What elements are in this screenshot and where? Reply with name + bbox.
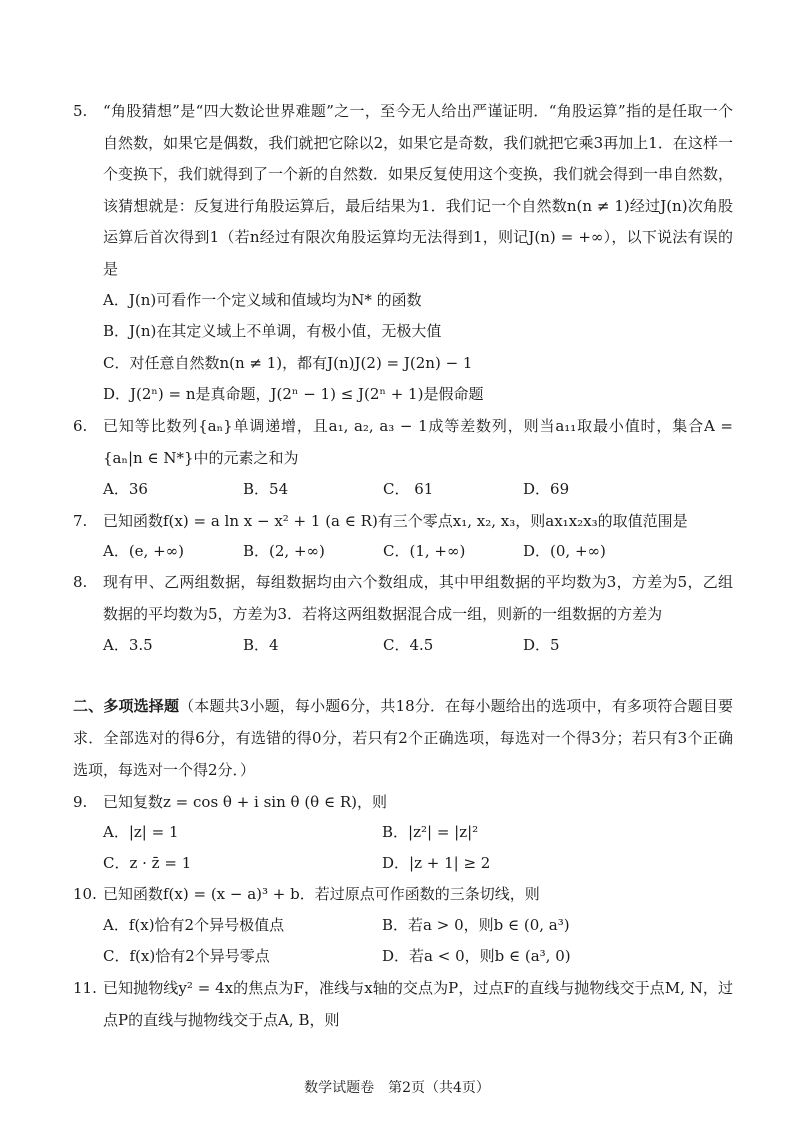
question-number: 7. [73, 512, 88, 530]
question-stem: 已知等比数列{aₙ}单调递增，且a₁, a₂, a₃ − 1成等差数列，则当a₁₁取最小值时，集合A = {aₙ|n ∈ N*}中的元素之和为 [103, 417, 733, 467]
option-c: C．z · z̄ = 1 [103, 854, 192, 872]
question-number: 10. [73, 885, 97, 903]
option-a: A．36 [103, 480, 148, 498]
question-stem: 已知函数f(x) = a ln x − x² + 1 (a ∈ R)有三个零点x₁, x₂, x₃，则ax₁x₂x₃的取值范围是 [103, 512, 688, 530]
option-c: C．4.5 [383, 636, 434, 654]
question-stem: 现有甲、乙两组数据，每组数据均由六个数组成，其中甲组数据的平均数为3，方差为5，乙组数据的平均数为5，方差为3．若将这两组数据混合成一组，则新的一组数据的方差为 [103, 573, 733, 623]
question-11 [73, 973, 733, 1036]
option-a: A．|z| = 1 [103, 823, 179, 841]
option-a: A．f(x)恰有2个异号极值点 [103, 916, 285, 934]
option-a: A．3.5 [103, 636, 153, 654]
question-6 [73, 411, 733, 474]
question-stem: “角股猜想”是“四大数论世界难题”之一，至今无人给出严谨证明．“角股运算”指的是任取一个自然数，如果它是偶数，我们就把它除以2，如果它是奇数，我们就把它乘3再加上1．在这样一个变换下，我们就得到了一个新的自然数．如果反复使用这个变换，我们就会得到一串自然数，该猜想就是：反复进行角股运算后，最后结果为1．我们记一个自然数n(n ≠ 1)经过J(n)次角股运算后首次得到1（若n经过有限次角股运算均无法得到1，则记J(n) = +∞），以下说法有误的是 [103, 102, 734, 278]
option-c: C． 61 [383, 480, 434, 498]
question-stem: 已知函数f(x) = (x − a)³ + b．若过原点可作函数的三条切线，则 [103, 885, 540, 903]
option-c: C．(1, +∞) [383, 542, 466, 560]
section-2-header [73, 690, 733, 786]
option-d: D．J(2ⁿ) = n是真命题，J(2ⁿ − 1) ≤ J(2ⁿ + 1)是假命题 [103, 385, 484, 403]
option-d: D．69 [523, 480, 570, 498]
question-5 [73, 96, 733, 285]
section-title: 二、多项选择题 [73, 697, 180, 715]
option-a: A．(e, +∞) [103, 542, 185, 560]
question-number: 5. [73, 102, 88, 120]
section-description: （本题共3小题，每小题6分，共18分．在每小题给出的选项中，有多项符合题目要求．全部选对的得6分，有选错的得0分，若只有2个正确选项，每选对一个得3分；若只有3个正确选项，每选对一个得2分．） [73, 697, 733, 779]
option-b: B．4 [243, 636, 279, 654]
question-stem: 已知复数z = cos θ + i sin θ (θ ∈ R)，则 [103, 793, 387, 811]
option-d: D．(0, +∞) [523, 542, 606, 560]
option-b: B．(2, +∞) [243, 542, 325, 560]
option-c: C．对任意自然数n(n ≠ 1)，都有J(n)J(2) = J(2n) − 1 [103, 354, 473, 372]
question-number: 9. [73, 793, 88, 811]
option-d: D．|z + 1| ≥ 2 [382, 854, 491, 872]
option-d: D．5 [523, 636, 560, 654]
option-a: A．J(n)可看作一个定义域和值域均为N* 的函数 [103, 291, 422, 309]
question-7 [73, 506, 733, 538]
question-number: 6. [73, 417, 88, 435]
option-b: B．若a > 0，则b ∈ (0, a³) [382, 916, 570, 934]
option-d: D．若a < 0，则b ∈ (a³, 0) [382, 947, 571, 965]
option-b: B．|z²| = |z|² [382, 823, 479, 841]
question-number: 8. [73, 573, 88, 591]
question-10 [73, 879, 733, 911]
question-8 [73, 567, 733, 630]
page-footer: 数学试题卷 第2页（共4页） [304, 1080, 490, 1096]
question-9 [73, 787, 733, 819]
option-b: B．54 [243, 480, 289, 498]
option-c: C．f(x)恰有2个异号零点 [103, 947, 270, 965]
question-number: 11. [73, 979, 97, 997]
option-b: B．J(n)在其定义域上不单调，有极小值，无极大值 [103, 322, 442, 340]
question-stem: 已知抛物线y² = 4x的焦点为F，准线与x轴的交点为P，过点F的直线与抛物线交于点M, N，过点P的直线与抛物线交于点A, B，则 [103, 979, 733, 1029]
